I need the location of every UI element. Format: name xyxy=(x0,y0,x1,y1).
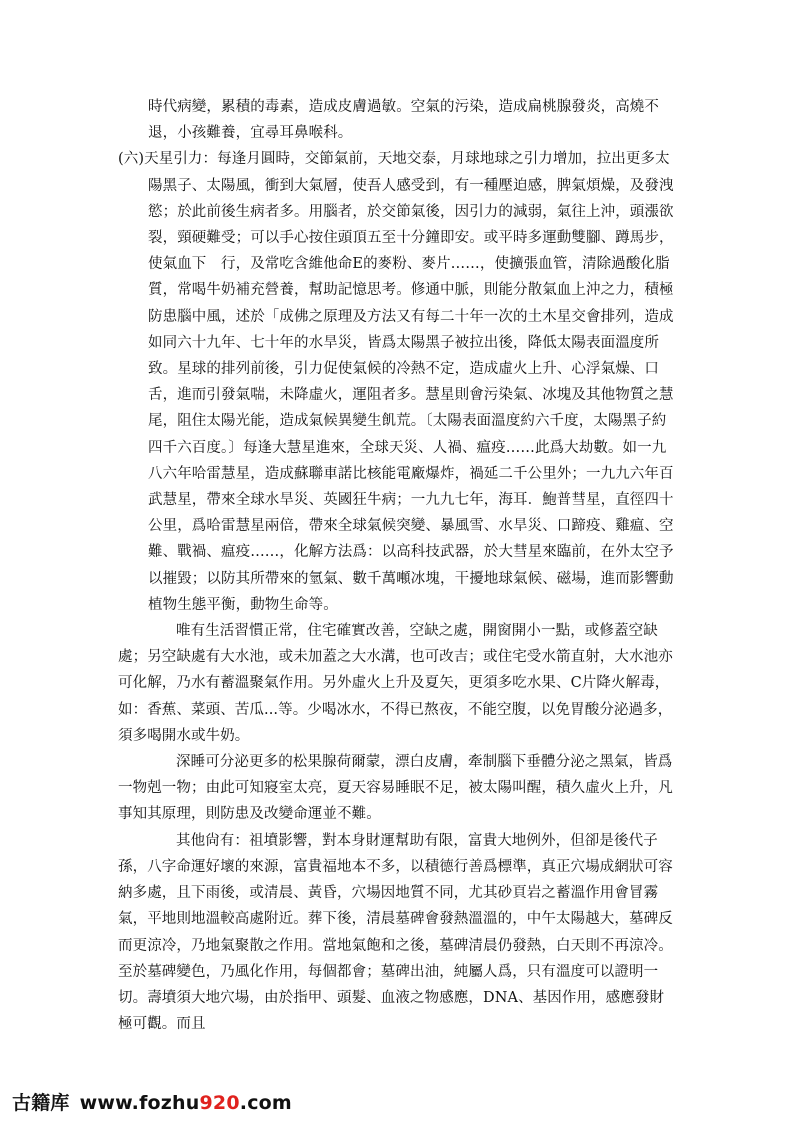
paragraph-habits: 唯有生活習慣正常，住宅確實改善，空缺之處，開窗開小一點，或修蓋空缺處；另空缺處有大水池，或未加蓋之大水溝，也可改吉；或住宅受水箭直射，大水池亦可化解，乃水有蓄溫聚氣作用。另外虛火上升及夏矢，更須多吃水果、C片降火解毒，如：香蕉、菜頭、苦瓜...等。少喝冰水，不得已熬夜，不能空腹，以免胃酸分泌過多，須多喝開水或牛奶。 xyxy=(118,623,673,744)
paragraph-continuation: 時代病變，累積的毒素，造成皮膚過敏。空氣的污染，造成扁桃腺發炎，高燒不退，小孩難養，宜尋耳鼻喉科。 xyxy=(148,99,659,142)
paragraph-ancestral-tombs: 其他尙有：祖墳影響，對本身財運幫助有限，富貴大地例外，但卻是後代子孫，八字命運好壞的來源，富貴福地本不多，以積德行善爲標準，真正穴場成網狀可容納多處，且下雨後，或清晨、黃昏，穴場因地質不同，尤其砂頁岩之蓄溫作用會冒霧氣，平地則地溫較高處附近。葬下後，清晨墓碑會發熱溫溫的，中午太陽越大，墓碑反而更涼冷，乃地氣聚散之作用。當地氣飽和之後，墓碑清晨仍發熱，白天則不再涼冷。至於墓碑變色，乃風化作用，每個都會；墓碑出油，純屬人爲，只有溫度可以證明一切。壽墳須大地穴場，由於指甲、頭髮、血液之物感應，DNA、基因作用，感應發財極可觀。而且 xyxy=(118,832,673,1033)
paragraph-item-six: (六)天星引力：每逢月圓時，交節氣前，天地交泰，月球地球之引力增加，拉出更多太陽黑子、太陽風，衝到大氣層，使吾人感受到，有一種壓迫感，脾氣煩燥，及發洩慾；於此前後生病者多。用腦者，於交節氣後，因引力的減弱，氣往上沖，頭漲欲裂，頸硬難受；可以手心按住頭頂五至十分鐘即安。或平時多運動雙腳、蹲馬步，使氣血下 行，及常吃含維他命E的麥粉、麥片……，使擴張血管，清除過酸化脂質，常喝牛奶補充營養，幫助記憶思考。修通中脈，則能分散氣血上沖之力，積極防患腦中風，述於「成佛之原理及方法又有每二十年一次的土木星交會排列，造成如同六十九年、七十年的水旱災，皆爲太陽黑子被拉出後，降低太陽表面溫度所致。星球的排列前後，引力促使氣候的冷熱不定，造成虛火上升、心浮氣燥、口舌，進而引發氣喘，未降虛火，運阻者多。慧星則會污染氣、冰塊及其他物質之慧尾，阻住太陽光能，造成氣候異變生飢荒。〔太陽表面溫度約六千度，太陽黑子約四千六百度。〕每逢大慧星進來，全球天災、人禍、瘟疫……此爲大劫數。如一九八六年哈雷慧星，造成蘇聯車諾比核能電廠爆炸，禍延二千公里外；一九九六年百武慧星，帶來全球水旱災、英國狂牛病；一九九七年，海耳．鮑普彗星，直徑四十公里，爲哈雷慧星兩倍，帶來全球氣候突變、暴風雪、水旱災、口蹄疫、雞瘟、空難、戰禍、瘟疫……，化解方法爲：以高科技武器，於大彗星來臨前，在外太空予以摧毀；以防其所帶來的氫氣、數千萬噸冰塊，干擾地球氣候、磁場，進而影響動植物生態平衡，動物生命等。 xyxy=(118,151,674,613)
site-url-prefix: www.fozhu xyxy=(79,1092,200,1114)
site-url-suffix: .com xyxy=(239,1092,292,1114)
site-url[interactable] xyxy=(80,1092,292,1114)
site-name: 古籍库 xyxy=(12,1092,70,1114)
body-text xyxy=(118,94,678,1037)
paragraph-sleep: 深睡可分泌更多的松果腺荷爾蒙，漂白皮膚，牽制腦下垂體分泌之黑氣，皆爲一物剋一物；由此可知寢室太亮，夏天容易睡眠不足，被太陽叫醒，積久虛火上升，凡事知其原理，則防患及改變命運並不難。 xyxy=(118,754,673,823)
footer-watermark xyxy=(12,1088,292,1115)
site-url-highlight: 920 xyxy=(199,1092,240,1114)
